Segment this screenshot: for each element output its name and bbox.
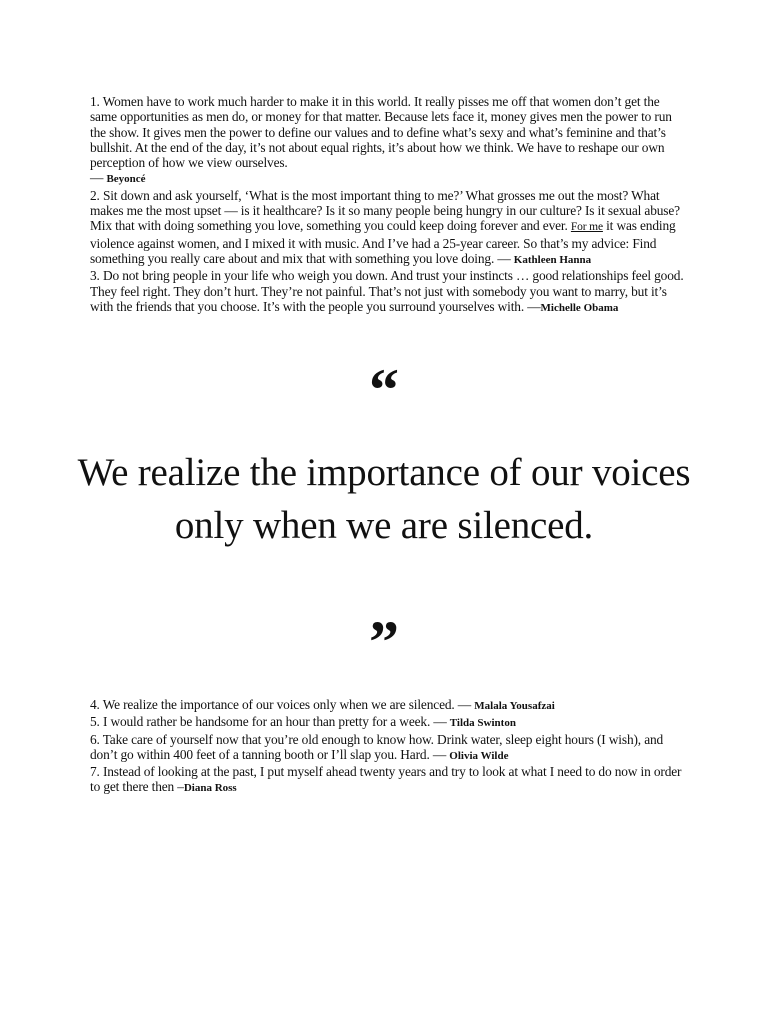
- quote-2-author: Kathleen Hanna: [513, 253, 592, 266]
- pull-quote-text: We realize the importance of our voices only when we are silenced.: [77, 451, 691, 547]
- quote-6-author: Olivia Wilde: [449, 749, 509, 762]
- quote-1: [90, 94, 684, 188]
- quote-3-text: 3. Do not bring people in your life who weigh you down. And trust your instincts … good relationships feel good. They feel right. They don’t hurt. They’re not painful. That’s not just with somebody you want to marry, but it’s with the friends that you choose. It’s with the people you surround yourselves with. —: [90, 268, 684, 314]
- quote-7: [90, 764, 684, 797]
- quote-5-text: 5. I would rather be handsome for an hour than pretty for a week. —: [90, 714, 450, 730]
- quote-6-text: 6. Take care of yourself now that you’re old enough to know how. Drink water, sleep eight hours (I wish), and don’t go within 400 feet of a tanning booth or I’ll slap you. Hard. —: [90, 731, 664, 762]
- quotes-bottom-section: [90, 697, 684, 797]
- quote-5-author: Tilda Swinton: [449, 717, 516, 730]
- quote-2-text-before: 2. Sit down and ask yourself, ‘What is the most important thing to me?’ What grosses me out the most? What makes me the most upset — is it healthcare? Is it so many people being hungry in our culture? Is it sexual abuse? Mix that with doing something you love, something you could keep doing forever and ever.: [90, 187, 680, 234]
- close-quote-mark: ”: [369, 609, 399, 675]
- quote-6: [90, 732, 684, 765]
- quote-2: [90, 188, 684, 268]
- quote-2-underlined: For me: [570, 221, 603, 234]
- quote-3-author: Michelle Obama: [540, 301, 619, 314]
- quote-7-text: 7. Instead of looking at the past, I put myself ahead twenty years and try to look at what I need to do now in order to get there then –: [90, 764, 682, 795]
- open-quote-mark: “: [369, 357, 399, 423]
- quote-4-text: 4. We realize the importance of our voices only when we are silenced. —: [90, 697, 475, 712]
- quote-1-dash: —: [90, 170, 107, 186]
- quote-1-text: 1. Women have to work much harder to make it in this world. It really pisses me off that women don’t get the same opportunities as men do, or money for that matter. Because lets face it, money gives men the power to run the show. It gives men the power to define our values and to define what’s sexy and what’s feminine and that’s bullshit. At the end of the day, it’s not about equal rights, it’s about how we think. We have to reshape our own perception of how we view ourselves.: [90, 94, 672, 171]
- quote-4-author: Malala Yousafzai: [474, 700, 555, 712]
- quote-7-author: Diana Ross: [183, 782, 237, 795]
- quote-3: [90, 268, 684, 316]
- quotes-top-section: [90, 94, 684, 316]
- quote-4: [90, 697, 684, 714]
- quote-2-text-after: it was ending violence against women, and I mixed it with music. And I’ve had a 25-year career. So that’s my advice: Find something you really care about and mix that with something you love doing. —: [90, 218, 676, 266]
- quote-1-author: Beyoncé: [106, 173, 146, 186]
- quote-5: [90, 714, 684, 731]
